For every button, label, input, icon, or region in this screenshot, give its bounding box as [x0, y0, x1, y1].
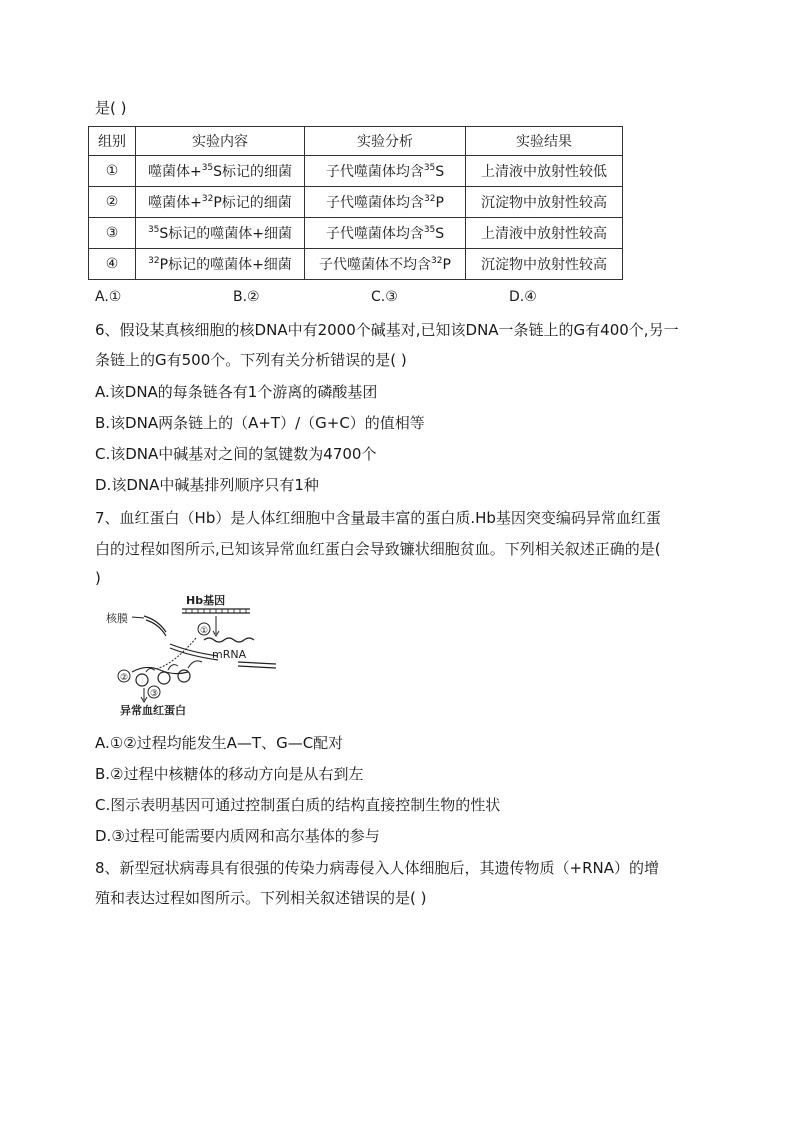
q5-intro: 是( ): [95, 99, 127, 117]
q6-stem: 6、假设某真核细胞的核DNA中有2000个碱基对,已知该DNA一条链上的G有400个,另一: [95, 321, 679, 339]
q6-option-d[interactable]: D.该DNA中碱基排列顺序只有1种: [95, 476, 319, 494]
ribosome: [178, 670, 190, 682]
cell-analysis: 子代噬菌体不均含$^{32}$P: [305, 249, 466, 280]
label-hb-gene: Hb基因: [186, 594, 226, 607]
membrane-segment: [238, 662, 276, 664]
cell-result: 上清液中放射性较低: [466, 156, 623, 187]
q8-stem-cont: 殖和表达过程如图所示。下列相关叙述错误的是( ): [95, 889, 427, 907]
q6-option-c[interactable]: C.该DNA中碱基对之间的氢键数为4700个: [95, 445, 377, 463]
membrane-segment: [170, 648, 218, 660]
q7-option-c[interactable]: C.图示表明基因可通过控制蛋白质的结构直接控制生物的性状: [95, 796, 501, 814]
q6-option-a[interactable]: A.该DNA的每条链各有1个游离的磷酸基团: [95, 383, 378, 401]
cell-content: 噬菌体+$^{32}$P标记的细菌: [136, 187, 305, 218]
q7-option-b[interactable]: B.②过程中核糖体的移动方向是从右到左: [95, 765, 364, 783]
q7-option-a[interactable]: A.①②过程均能发生A—T、G—C配对: [95, 734, 344, 752]
cell-group: ②: [89, 187, 136, 218]
cell-analysis: 子代噬菌体均含$^{32}$P: [305, 187, 466, 218]
membrane-segment: [170, 644, 218, 656]
q5-option-a[interactable]: A.①: [95, 289, 122, 305]
cell-result: 上清液中放射性较高: [466, 218, 623, 249]
q5-option-b[interactable]: B.②: [233, 289, 260, 305]
membrane-segment: [238, 666, 276, 668]
cell-result: 沉淀物中放射性较高: [466, 187, 623, 218]
cell-content: 噬菌体+$^{35}$S标记的细菌: [136, 156, 305, 187]
mrna-strand: [204, 638, 254, 642]
q7-stem-cont: 白的过程如图所示,已知该异常血红蛋白会导致镰状细胞贫血。下列相关叙述正确的是(: [95, 540, 661, 558]
q7-stem: 7、血红蛋白（Hb）是人体红细胞中含量最丰富的蛋白质.Hb基因突变编码异常血红蛋: [95, 509, 661, 527]
table-row: [89, 156, 623, 187]
q6-option-b[interactable]: B.该DNA两条链上的（A+T）/（G+C）的值相等: [95, 414, 425, 432]
table-header-row: [89, 127, 623, 156]
label-abnormal-hemoglobin: 异常血红蛋白: [120, 704, 186, 717]
table-row: [89, 187, 623, 218]
ribosome: [136, 674, 148, 686]
cell-group: ③: [89, 218, 136, 249]
q8-stem: 8、新型冠状病毒具有很强的传染力病毒侵入人体细胞后，其遗传物质（+RNA）的增: [95, 859, 660, 877]
q5-option-c[interactable]: C.③: [371, 289, 398, 305]
hb-expression-diagram: [100, 592, 290, 720]
cell-analysis: 子代噬菌体均含$^{35}$S: [305, 218, 466, 249]
table-row: [89, 218, 623, 249]
q7-option-d[interactable]: D.③过程可能需要内质网和高尔基体的参与: [95, 827, 380, 845]
cell-result: 沉淀物中放射性较高: [466, 249, 623, 280]
label-step3: ③: [150, 689, 159, 699]
cell-group: ①: [89, 156, 136, 187]
q7-stem-end: ): [95, 569, 101, 587]
q6-stem-cont: 条链上的G有500个。下列有关分析错误的是( ): [95, 351, 407, 369]
q5-option-d[interactable]: D.④: [509, 289, 537, 305]
header-result: 实验结果: [466, 127, 623, 156]
ribosome: [158, 672, 170, 684]
table-row: [89, 249, 623, 280]
cell-analysis: 子代噬菌体均含$^{35}$S: [305, 156, 466, 187]
cell-group: ④: [89, 249, 136, 280]
membrane-pointer: [132, 617, 144, 618]
q5-experiment-table: [88, 126, 623, 280]
label-mrna: mRNA: [212, 648, 247, 661]
label-step1: ①: [200, 626, 209, 636]
header-group: 组别: [89, 127, 136, 156]
cell-content: $^{32}$P标记的噬菌体+细菌: [136, 249, 305, 280]
label-step2: ②: [120, 673, 129, 683]
label-nuclear-membrane: 核膜: [106, 612, 128, 625]
cell-content: $^{35}$S标记的噬菌体+细菌: [136, 218, 305, 249]
header-analysis: 实验分析: [305, 127, 466, 156]
header-content: 实验内容: [136, 127, 305, 156]
